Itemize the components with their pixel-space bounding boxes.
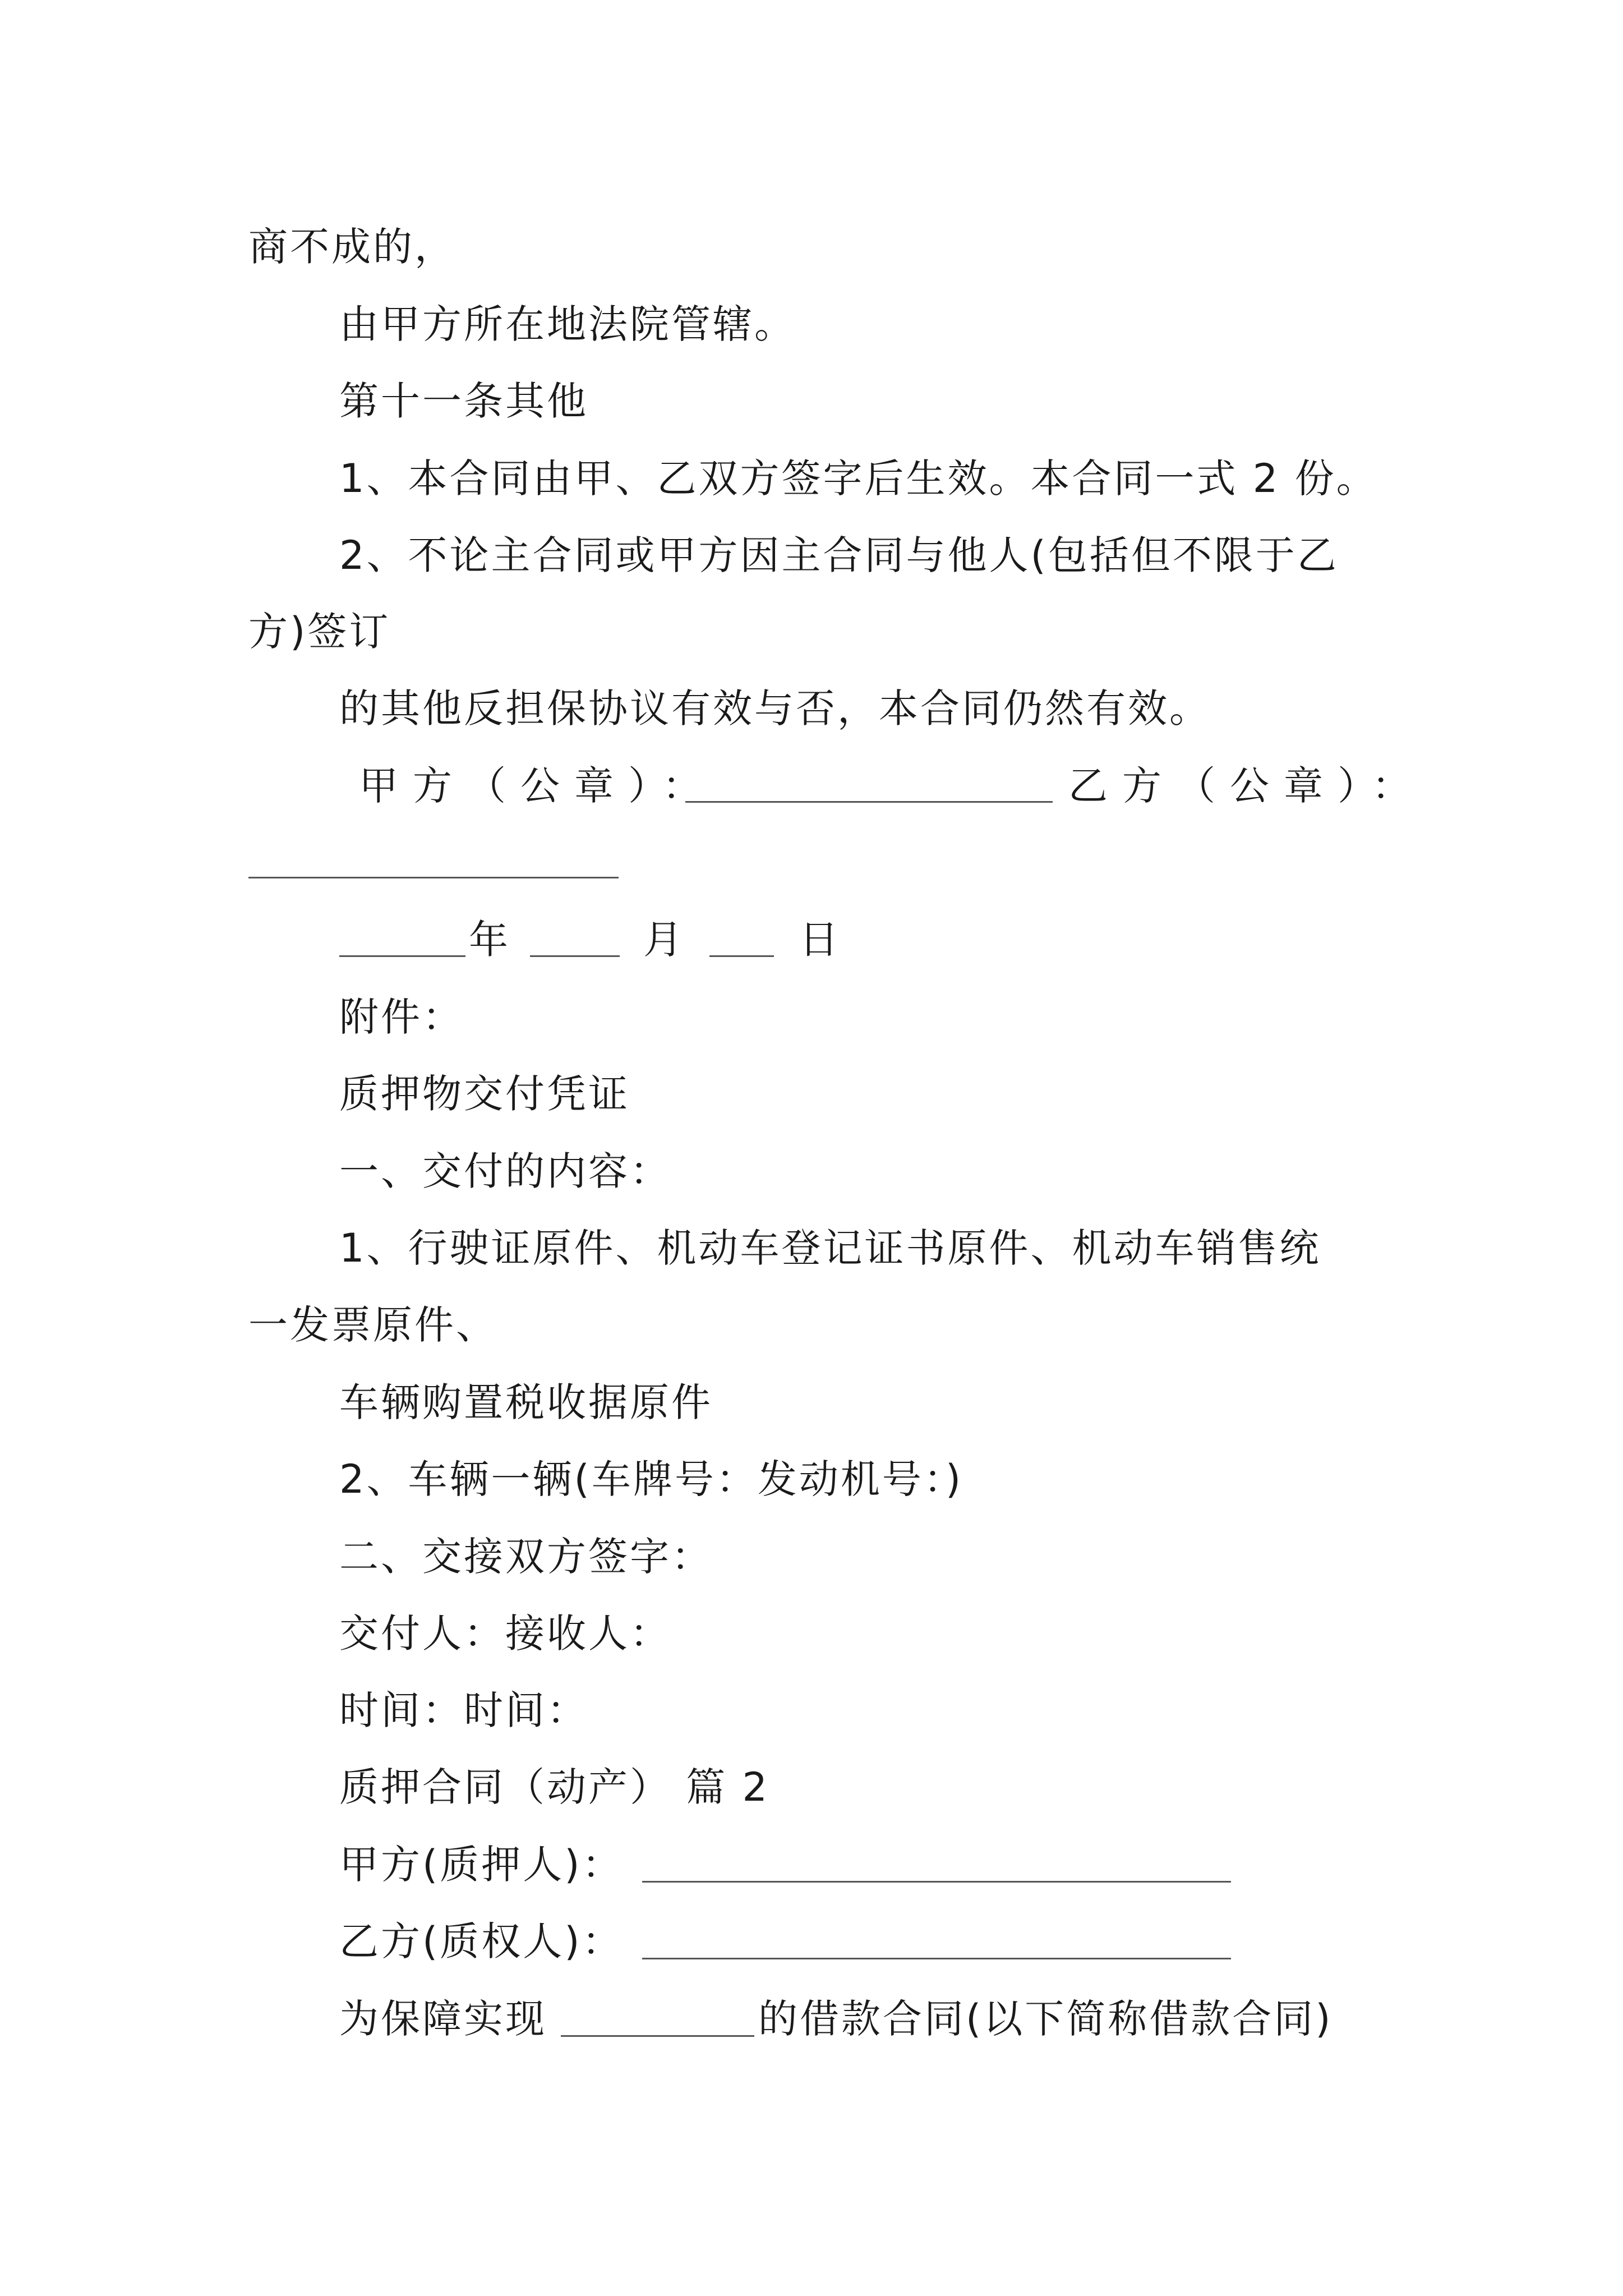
text-line: 2、不论主合同或甲方因主合同与他人(包括但不限于乙	[339, 532, 1339, 578]
text-line: 时间：时间：	[339, 1687, 588, 1733]
party-b-seal-label: 乙方（公章）：	[1068, 763, 1426, 809]
attachment-label: 附件：	[339, 994, 464, 1040]
text-line: 方)签订	[248, 609, 391, 655]
text-line: 1、本合同由甲、乙双方签字后生效。本合同一式 2 份。	[339, 455, 1378, 501]
year-blank	[339, 955, 465, 957]
text-line: 1、行驶证原件、机动车登记证书原件、机动车销售统	[339, 1225, 1321, 1271]
text-line: 为保障实现	[339, 1996, 547, 2042]
attachment-title: 质押物交付凭证	[339, 1071, 630, 1117]
party-b-seal-blank	[248, 877, 619, 878]
text-line: 商不成的，	[248, 224, 456, 270]
pledgor-label: 甲方(质押人)：	[339, 1842, 624, 1888]
year-label: 年	[469, 917, 510, 963]
text-line: 交付人：接收人：	[339, 1611, 671, 1657]
pledgor-blank	[642, 1881, 1231, 1883]
text-line: 2、车辆一辆(车牌号：发动机号：)	[339, 1456, 963, 1502]
text-line: 一发票原件、	[248, 1302, 497, 1348]
text-line: 车辆购置税收据原件	[339, 1379, 713, 1425]
section-heading: 第十一条其他	[339, 378, 588, 424]
month-blank	[530, 955, 620, 957]
text-line: 一、交付的内容：	[339, 1148, 671, 1194]
pledgee-blank	[642, 1958, 1231, 1959]
day-blank	[709, 955, 774, 957]
contract-blank	[561, 2035, 754, 2037]
text-line: 的其他反担保协议有效与否，本合同仍然有效。	[339, 685, 1211, 731]
section-heading: 质押合同（动产） 篇 2	[339, 1764, 770, 1810]
text-line: 二、交接双方签字：	[339, 1534, 713, 1580]
text-line: 由甲方所在地法院管辖。	[339, 301, 796, 347]
day-label: 日	[799, 917, 841, 963]
party-a-seal-blank	[685, 801, 1053, 803]
party-a-seal-label: 甲方（公章）：	[359, 763, 716, 809]
month-label: 月	[643, 917, 685, 963]
text-line: 的借款合同(以下简称借款合同)	[758, 1996, 1333, 2042]
pledgee-label: 乙方(质权人)：	[339, 1918, 624, 1964]
